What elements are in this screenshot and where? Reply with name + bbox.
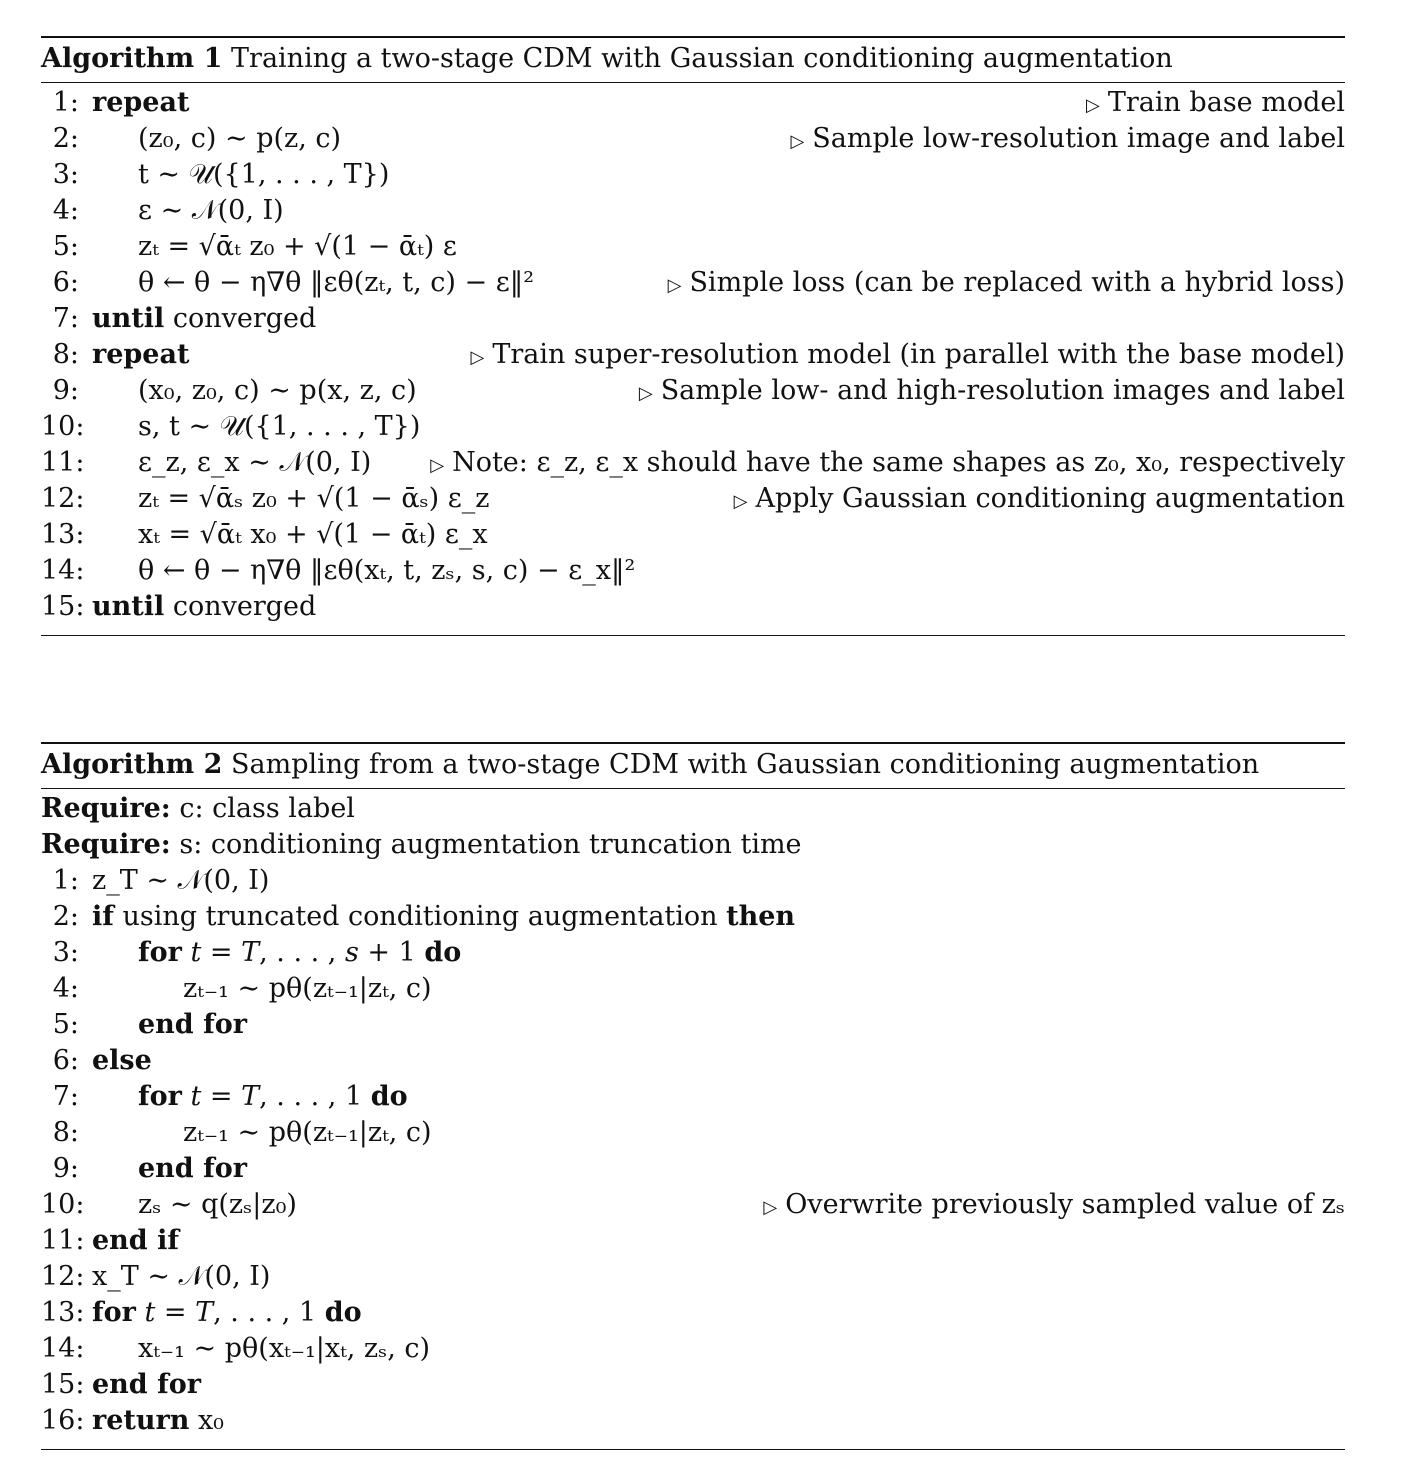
line-number: 8: (52, 339, 79, 370)
line-code: (z₀, c) ∼ p(z, c) (138, 123, 342, 154)
algo-line (41, 1403, 1345, 1439)
line-code: s, t ∼ 𝒰({1, . . . , T}) (138, 411, 421, 442)
algo-line (41, 1259, 1345, 1295)
algo-line (41, 229, 1345, 265)
line-code: end for (138, 1009, 247, 1040)
algorithm-label: Algorithm 2 (41, 749, 223, 780)
algo-line (41, 445, 1345, 481)
comment-text: Sample low- and high-resolution images and label (660, 375, 1345, 406)
line-code: else (92, 1045, 152, 1076)
algorithm-title: Sampling from a two-stage CDM with Gaussian conditioning augmentation (231, 749, 1260, 780)
line-code: x_T ∼ 𝒩(0, I) (92, 1261, 271, 1292)
line-number: 3: (52, 937, 79, 968)
algorithm-title: Training a two-stage CDM with Gaussian conditioning augmentation (231, 43, 1173, 74)
algo-line (41, 1115, 1345, 1151)
line-code: zₜ = √ᾱₜ z₀ + √(1 − ᾱₜ) ε (138, 231, 457, 262)
algo-line (41, 121, 1345, 157)
algo-line (41, 157, 1345, 193)
algo-line (41, 85, 1345, 121)
comment-triangle-icon: ▷ (667, 275, 682, 296)
line-number: 14: (41, 1333, 85, 1364)
line-code: z_T ∼ 𝒩(0, I) (92, 865, 270, 896)
line-comment (430, 445, 1345, 484)
line-comment (470, 337, 1345, 376)
line-number: 5: (52, 1009, 79, 1040)
line-number: 4: (52, 973, 79, 1004)
line-number: 3: (52, 159, 79, 190)
comment-text: Note: ε_z, ε_x should have the same shapes as z₀, x₀, respectively (452, 447, 1345, 478)
line-number: 6: (52, 267, 79, 298)
comment-triangle-icon: ▷ (790, 131, 805, 152)
line-number: 10: (41, 1189, 85, 1220)
algo-line (41, 1007, 1345, 1043)
comment-triangle-icon: ▷ (733, 491, 748, 512)
line-number: 1: (52, 865, 79, 896)
line-number: 1: (52, 87, 79, 118)
line-number: 2: (52, 123, 79, 154)
line-number: 7: (52, 303, 79, 334)
line-code: zₜ = √ᾱₛ z₀ + √(1 − ᾱₛ) ε_z (138, 483, 490, 514)
require-line (41, 827, 1345, 863)
line-code: repeat (92, 87, 190, 118)
line-number: 4: (52, 195, 79, 226)
line-code: θ ← θ − η∇θ ‖εθ(zₜ, t, c) − ε‖² (138, 267, 535, 298)
algo-line (41, 1043, 1345, 1079)
comment-triangle-icon: ▷ (763, 1197, 778, 1218)
line-code: θ ← θ − η∇θ ‖εθ(xₜ, t, zₛ, s, c) − ε_x‖² (138, 555, 636, 586)
comment-text: Overwrite previously sampled value of zₛ (785, 1189, 1345, 1220)
algo-line (41, 1367, 1345, 1403)
require-text: c: class label (179, 793, 355, 824)
line-number: 13: (41, 519, 85, 550)
require-statement (41, 827, 802, 863)
line-number: 8: (52, 1117, 79, 1148)
algo-line (41, 517, 1345, 553)
bottom-rule (41, 635, 1345, 636)
line-code: end for (92, 1369, 201, 1400)
line-comment (763, 1187, 1345, 1226)
line-number: 15: (41, 1369, 85, 1400)
algo-line (41, 1079, 1345, 1115)
require-label: Require: (41, 829, 171, 860)
line-code: if using truncated conditioning augmentation then (92, 901, 796, 932)
line-comment (734, 481, 1345, 520)
line-code: (x₀, z₀, c) ∼ p(x, z, c) (138, 375, 417, 406)
algo-line (41, 863, 1345, 899)
algo-line (41, 1223, 1345, 1259)
algo-line (41, 193, 1345, 229)
bottom-rule (41, 1449, 1345, 1450)
comment-triangle-icon: ▷ (430, 455, 445, 476)
require-line (41, 791, 1345, 827)
require-text: s: conditioning augmentation truncation time (179, 829, 802, 860)
line-code: ε ∼ 𝒩(0, I) (138, 195, 284, 226)
algorithm-1-box (41, 36, 1345, 636)
line-code: for t = T, . . . , s + 1 do (138, 937, 462, 968)
line-number: 6: (52, 1045, 79, 1076)
algorithm-caption (41, 38, 1345, 82)
algorithm-2-box (41, 742, 1345, 1450)
algo-line (41, 899, 1345, 935)
line-number: 5: (52, 231, 79, 262)
algo-line (41, 409, 1345, 445)
comment-text: Sample low-resolution image and label (812, 123, 1345, 154)
line-code: end if (92, 1225, 179, 1256)
line-number: 15: (41, 591, 85, 622)
algo-line (41, 589, 1345, 625)
algorithm-caption (41, 744, 1345, 788)
line-comment (1086, 85, 1345, 124)
comment-text: Simple loss (can be replaced with a hybrid loss) (689, 267, 1345, 298)
algo-line (41, 337, 1345, 373)
comment-text: Train base model (1107, 87, 1345, 118)
algo-line (41, 971, 1345, 1007)
require-label: Require: (41, 793, 171, 824)
line-number: 14: (41, 555, 85, 586)
comment-text: Apply Gaussian conditioning augmentation (755, 483, 1345, 514)
algorithm-label: Algorithm 1 (41, 43, 223, 74)
line-comment (639, 373, 1345, 412)
line-code: zₜ₋₁ ∼ pθ(zₜ₋₁|zₜ, c) (183, 1117, 432, 1148)
line-number: 16: (41, 1405, 85, 1436)
line-number: 9: (52, 375, 79, 406)
line-number: 11: (41, 1225, 85, 1256)
line-number: 12: (41, 1261, 85, 1292)
line-code: for t = T, . . . , 1 do (92, 1297, 362, 1328)
line-code: until converged (92, 303, 317, 334)
line-code: zₛ ∼ q(zₛ|z₀) (138, 1189, 297, 1220)
line-code: xₜ = √ᾱₜ x₀ + √(1 − ᾱₜ) ε_x (138, 519, 488, 550)
line-code: return x₀ (92, 1405, 225, 1436)
line-code: end for (138, 1153, 247, 1184)
comment-triangle-icon: ▷ (470, 347, 485, 368)
line-comment (668, 265, 1345, 304)
line-number: 11: (41, 447, 85, 478)
algorithm-body (41, 83, 1345, 635)
line-number: 9: (52, 1153, 79, 1184)
line-code: until converged (92, 591, 317, 622)
algo-line (41, 935, 1345, 971)
algo-line (41, 265, 1345, 301)
algo-line (41, 301, 1345, 337)
line-number: 13: (41, 1297, 85, 1328)
comment-triangle-icon: ▷ (1085, 95, 1100, 116)
algo-line (41, 1151, 1345, 1187)
line-code: repeat (92, 339, 190, 370)
algorithm-body (41, 789, 1345, 1449)
line-number: 10: (41, 411, 85, 442)
line-code: t ∼ 𝒰({1, . . . , T}) (138, 159, 390, 190)
line-comment (790, 121, 1345, 160)
line-number: 7: (52, 1081, 79, 1112)
line-code: xₜ₋₁ ∼ pθ(xₜ₋₁|xₜ, zₛ, c) (138, 1333, 431, 1364)
comment-text: Train super-resolution model (in parallel with the base model) (492, 339, 1345, 370)
line-code: ε_z, ε_x ∼ 𝒩(0, I) (138, 447, 372, 478)
line-code: for t = T, . . . , 1 do (138, 1081, 408, 1112)
line-number: 12: (41, 483, 85, 514)
algo-line (41, 553, 1345, 589)
algo-line (41, 1295, 1345, 1331)
comment-triangle-icon: ▷ (638, 383, 653, 404)
algo-line (41, 373, 1345, 409)
line-code: zₜ₋₁ ∼ pθ(zₜ₋₁|zₜ, c) (183, 973, 432, 1004)
algo-line (41, 481, 1345, 517)
algo-line (41, 1331, 1345, 1367)
require-statement (41, 791, 355, 827)
line-number: 2: (52, 901, 79, 932)
algo-line (41, 1187, 1345, 1223)
